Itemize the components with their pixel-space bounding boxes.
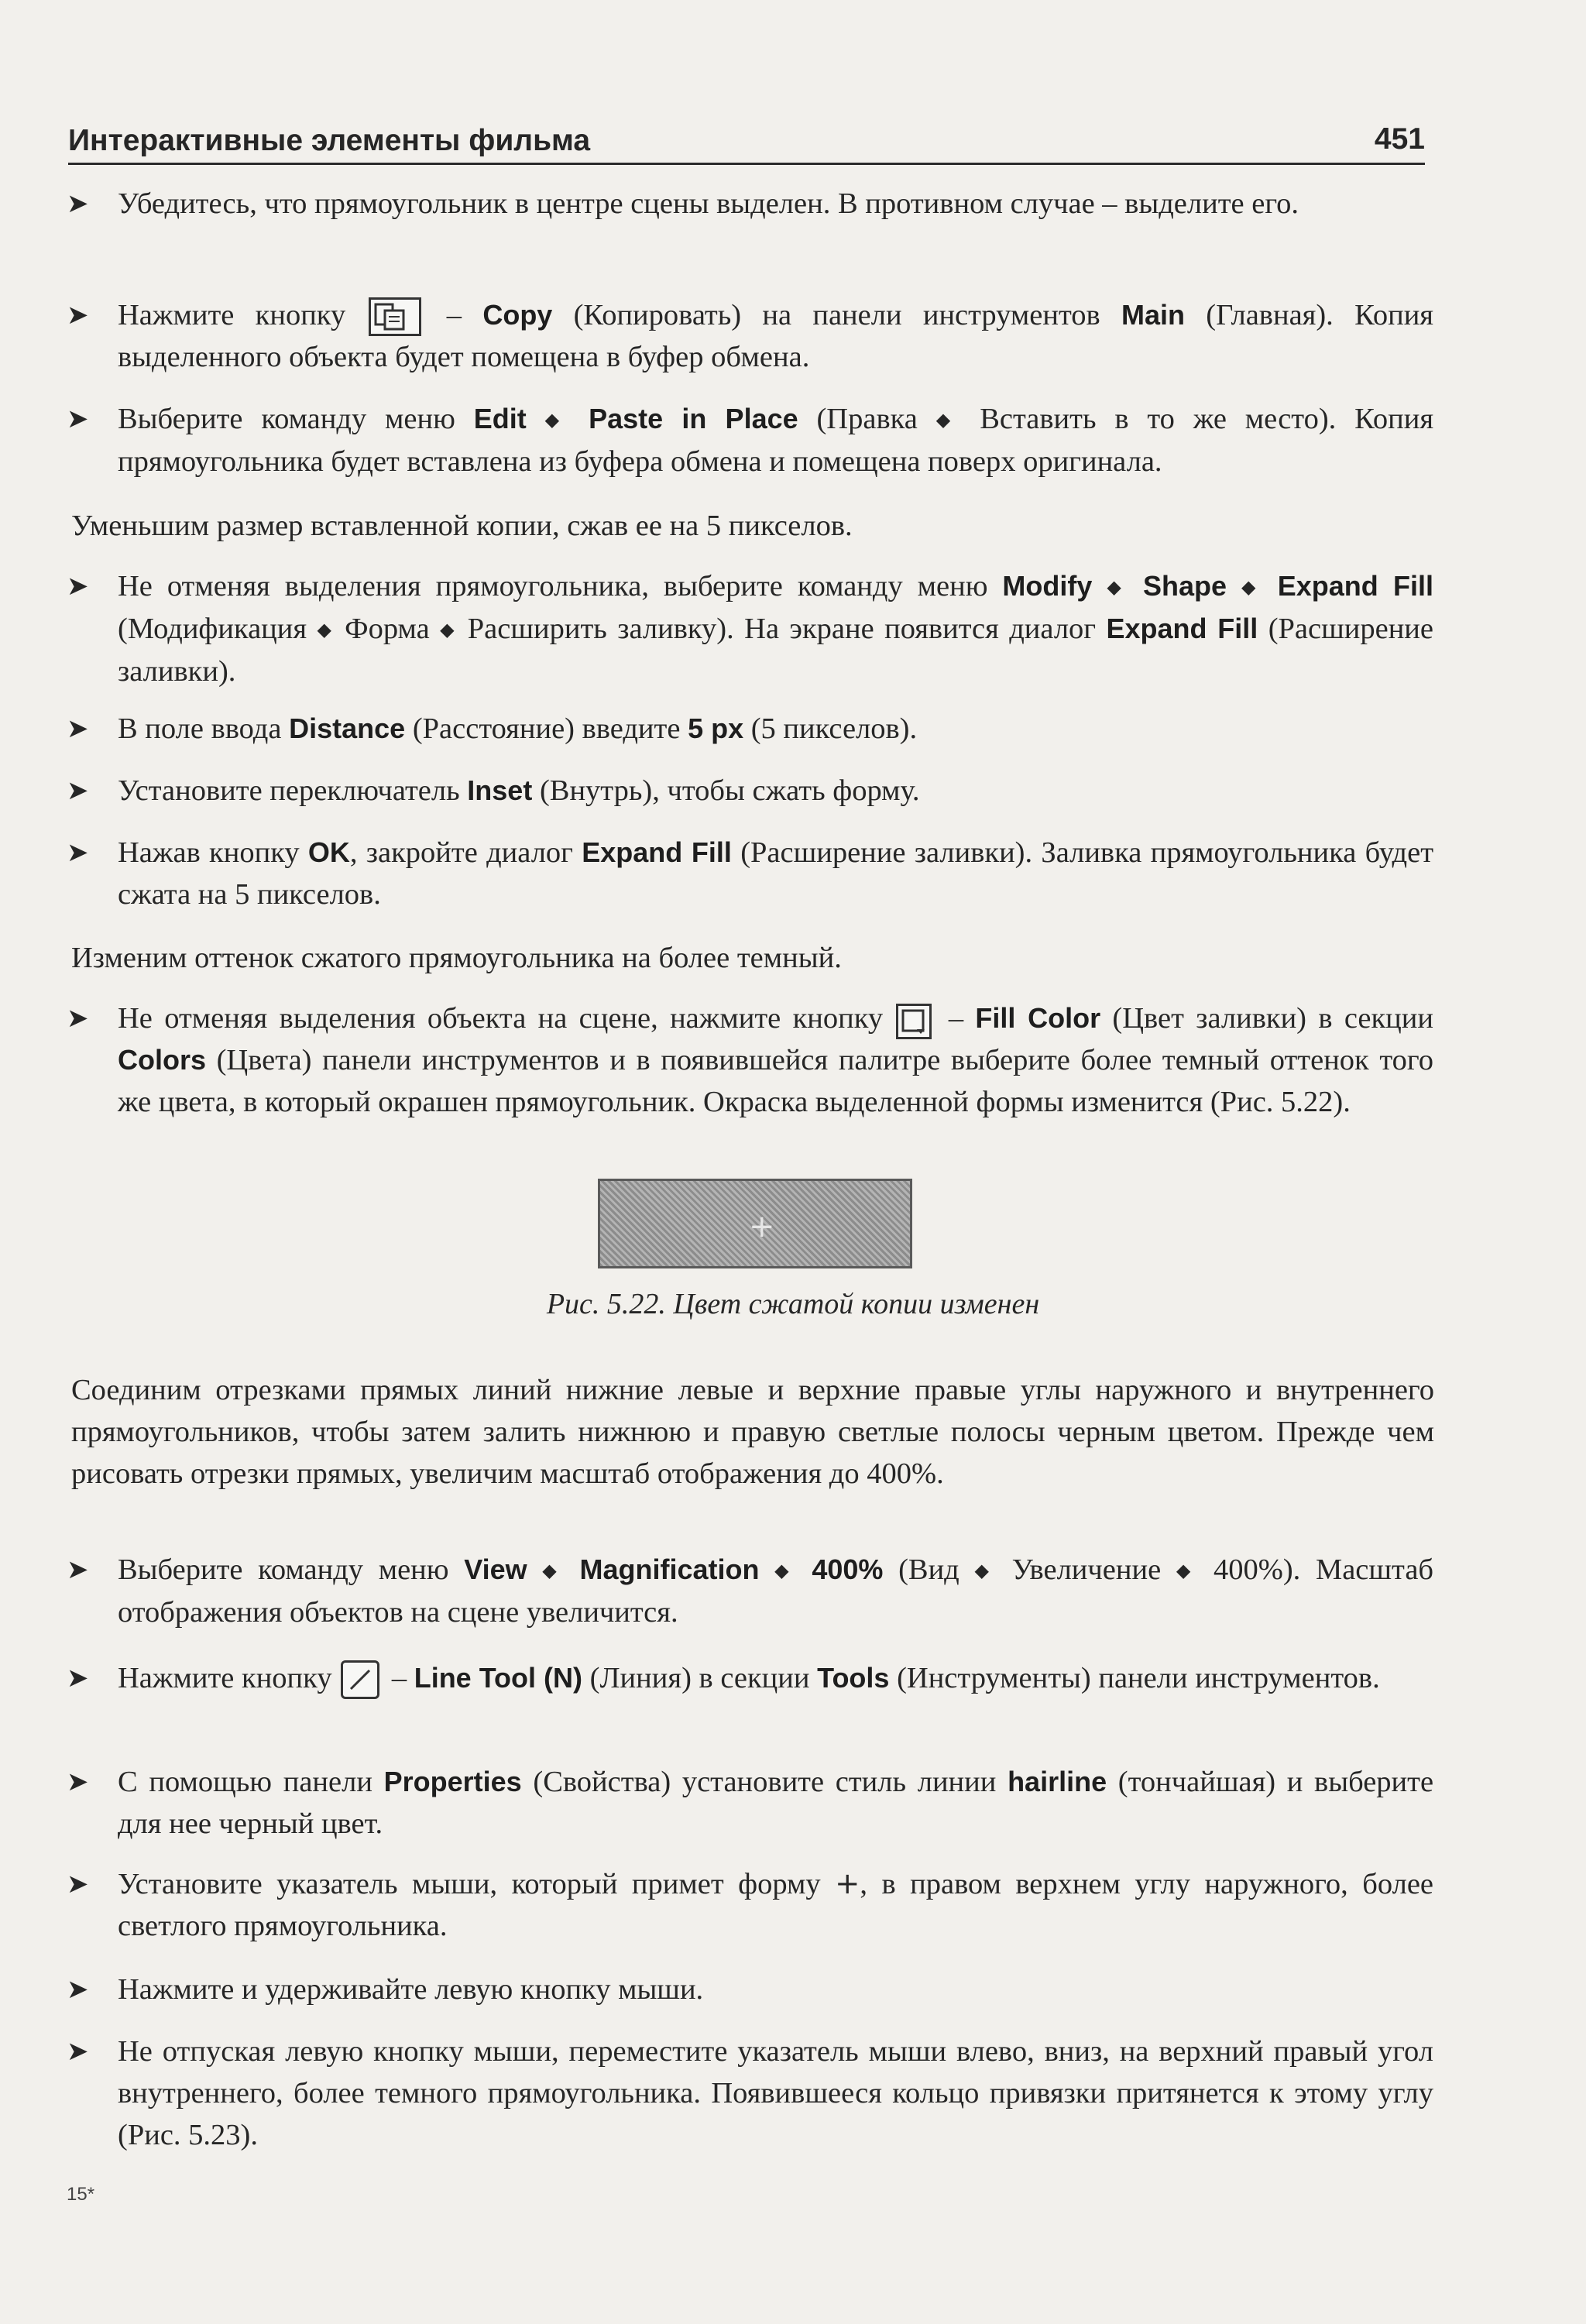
text: –: [948, 1002, 964, 1035]
bullet-icon: ➤: [67, 300, 89, 331]
text: –: [446, 299, 462, 331]
text: (Расширение заливки). Заливка прямоугольника будет сжата на 5 пикселов.: [118, 836, 1434, 911]
paragraph: Уменьшим размер вставленной копии, сжав ее на 5 пикселов.: [71, 510, 853, 542]
text: С помощью панели: [118, 1766, 372, 1798]
diamond-icon: ◆: [1176, 1560, 1199, 1581]
diamond-icon: ◆: [542, 1560, 565, 1581]
bullet-icon: ➤: [67, 1554, 89, 1585]
list-item-text: [118, 708, 1433, 750]
term-view: View: [464, 1553, 527, 1585]
text: (Расстояние) введите: [412, 712, 681, 745]
bullet-icon: ➤: [67, 188, 89, 219]
text: (5 пикселов).: [750, 712, 918, 745]
list-item-text: [118, 398, 1433, 482]
term-distance: Distance: [289, 712, 406, 744]
term-paste-in-place: Paste in Place: [589, 403, 798, 434]
text: (Копировать) на панели инструментов: [573, 299, 1100, 331]
term-copy: Copy: [482, 299, 553, 331]
bullet-icon: ➤: [67, 775, 89, 806]
term-ok: OK: [307, 836, 350, 868]
diamond-icon: ◆: [935, 409, 962, 431]
line-tool-icon: [341, 1660, 379, 1699]
term-400: 400%: [812, 1553, 884, 1585]
bullet-icon: ➤: [67, 1663, 89, 1694]
list-item: [67, 770, 1433, 812]
text: Расширить заливку). На экране появится диалог: [467, 613, 1097, 645]
diamond-icon: ◆: [974, 1560, 997, 1581]
list-item-text: Нажмите и удерживайте левую кнопку мыши.: [118, 1973, 704, 2006]
text: Нажав кнопку: [118, 836, 300, 869]
diamond-icon: ◆: [440, 619, 458, 640]
diamond-icon: ◆: [1107, 576, 1129, 598]
text: Форма: [345, 613, 430, 645]
paragraph: Изменим оттенок сжатого прямоугольника на более темный.: [71, 942, 842, 974]
bullet-icon: ➤: [67, 571, 89, 602]
term-edit: Edit: [473, 403, 527, 434]
term-main: Main: [1121, 299, 1186, 331]
signature-mark: 15*: [67, 2184, 95, 2205]
page-number: 451: [1374, 122, 1425, 156]
term-properties: Properties: [383, 1766, 522, 1797]
list-item: [67, 708, 1433, 750]
term-line-tool: Line Tool (N): [414, 1662, 582, 1694]
list-item-text: [118, 997, 1433, 1123]
list-item-text: Убедитесь, что прямоугольник в центре сцены выделен. В противном случае – выделите его.: [118, 187, 1299, 220]
term-shape: Shape: [1143, 570, 1227, 602]
text: (тончайшая) и выберите для нее черный цвет.: [118, 1766, 1434, 1840]
term-hairline: hairline: [1008, 1766, 1107, 1797]
bullet-icon: ➤: [67, 1766, 89, 1797]
list-item-text: [118, 1761, 1433, 1845]
term-inset: Inset: [467, 774, 533, 806]
running-header: [68, 115, 1425, 165]
list-item: [67, 1549, 1433, 1633]
list-item-text: [118, 770, 1433, 812]
text: (Расширение заливки).: [118, 613, 1433, 688]
term-expand-fill: Expand Fill: [1106, 613, 1258, 644]
diamond-icon: ◆: [544, 409, 571, 431]
list-item: [67, 832, 1433, 915]
list-item: [67, 183, 1433, 225]
text: (Модификация: [118, 613, 307, 645]
term-expand-fill: Expand Fill: [1277, 570, 1434, 602]
fill-color-icon: [896, 1004, 932, 1039]
bullet-icon: ➤: [67, 837, 89, 868]
list-item: [67, 294, 1433, 378]
diamond-icon: ◆: [1241, 576, 1263, 598]
text: (Внутрь), чтобы сжать форму.: [539, 774, 920, 807]
text: (Инструменты) панели инструментов.: [897, 1662, 1380, 1694]
text: (Цвета) панели инструментов и в появившейся палитре выберите более темный оттенок того же цвета, в который окрашен прямоугольник. Окраска выделенной формы изменится (Рис. 5.22).: [118, 1044, 1433, 1118]
list-item-text: [118, 1657, 1433, 1699]
text: (Свойства) установите стиль линии: [533, 1766, 997, 1798]
list-item-text: [118, 1549, 1433, 1633]
term-colors: Colors: [118, 1044, 207, 1076]
text: Установите указатель мыши, который примет форму: [118, 1868, 821, 1900]
list-item-text: [118, 1863, 1433, 1947]
copy-icon: [369, 297, 421, 336]
list-item-text: [118, 565, 1433, 692]
text: (Главная). Копия выделенного объекта будет помещена в буфер обмена.: [118, 299, 1434, 373]
list-item: [67, 1969, 1433, 2010]
list-item: [67, 398, 1433, 482]
paragraph: Соединим отрезками прямых линий нижние левые и верхние правые углы наружного и внутреннего прямоугольников, чтобы затем залить нижнюю и правую светлые полосы черным цветом. Прежде чем рисовать отрезки прямых, увеличим масштаб отображения до 400%.: [71, 1374, 1434, 1490]
diamond-icon: ◆: [317, 619, 335, 640]
term-magnification: Magnification: [579, 1553, 760, 1585]
term-5px: 5 px: [688, 712, 744, 744]
text: Выберите команду меню: [118, 1553, 449, 1586]
list-item: [67, 565, 1433, 692]
text: Нажмите кнопку: [118, 299, 346, 331]
figure-caption: Рис. 5.22. Цвет сжатой копии изменен: [546, 1288, 1040, 1320]
text: (Правка: [816, 403, 918, 435]
text: , закройте диалог: [349, 836, 573, 869]
text: , в правом верхнем углу наружного, более светлого прямоугольника.: [118, 1868, 1433, 1942]
text: Не отменяя выделения объекта на сцене, нажмите кнопку: [118, 1002, 884, 1035]
term-tools: Tools: [817, 1662, 890, 1694]
diamond-icon: ◆: [774, 1560, 797, 1581]
list-item: [67, 997, 1433, 1123]
figure-rectangle: [598, 1179, 912, 1268]
text: (Вид: [898, 1553, 959, 1586]
list-item: [67, 1863, 1433, 1947]
list-item-text: [118, 832, 1433, 915]
text: Увеличение: [1011, 1553, 1162, 1586]
text: (Цвет заливки) в секции: [1112, 1002, 1433, 1035]
text: Нажмите кнопку: [118, 1662, 332, 1694]
list-item: [67, 2030, 1433, 2156]
text: –: [391, 1662, 407, 1694]
text: В поле ввода: [118, 712, 282, 745]
text: Не отменяя выделения прямоугольника, выберите команду меню: [118, 570, 988, 602]
list-item: [67, 1657, 1433, 1699]
bullet-icon: ➤: [67, 1869, 89, 1900]
text: 400%). Масштаб отображения объектов на сцене увеличится.: [118, 1553, 1433, 1629]
crosshair-icon: +: [835, 1866, 860, 1901]
term-modify: Modify: [1002, 570, 1093, 602]
bullet-icon: ➤: [67, 1974, 89, 2005]
term-expand-fill: Expand Fill: [582, 836, 732, 868]
text: (Линия) в секции: [589, 1662, 810, 1694]
term-fill-color: Fill Color: [975, 1002, 1101, 1034]
bullet-icon: ➤: [67, 713, 89, 744]
bullet-icon: ➤: [67, 403, 89, 434]
crosshair-icon: +: [749, 1209, 775, 1244]
list-item: [67, 1761, 1433, 1845]
bullet-icon: ➤: [67, 1003, 89, 1034]
bullet-icon: ➤: [67, 2036, 89, 2067]
chapter-title: Интерактивные элементы фильма: [68, 124, 591, 157]
list-item-text: [118, 294, 1433, 378]
text: Установите переключатель: [118, 774, 460, 807]
list-item-text: Не отпуская левую кнопку мыши, переместите указатель мыши влево, вниз, на верхний правый угол внутреннего, более темного прямоугольника. Появившееся кольцо привязки притянется к этому углу (Рис. 5.23).: [118, 2035, 1433, 2151]
text: Выберите команду меню: [118, 403, 455, 435]
text: Вставить в то же место). Копия прямоугольника будет вставлена из буфера обмена и помещена поверх оригинала.: [118, 403, 1434, 478]
